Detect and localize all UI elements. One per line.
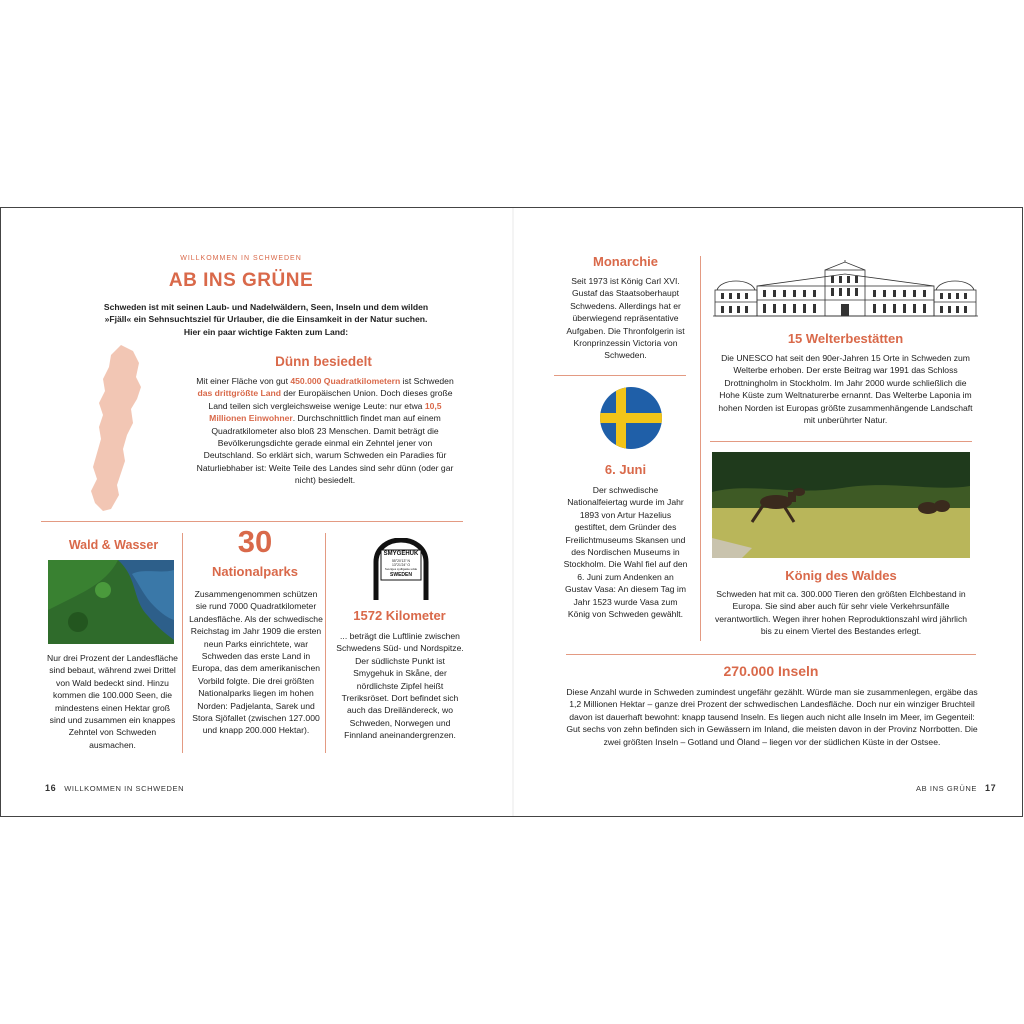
- koenig-heading: König des Waldes: [785, 568, 897, 583]
- duenn-body: Mit einer Fläche von gut 450.000 Quadratkilometern ist Schweden das drittgrößte Land der Europäischen Union. Doch dieses große Land teilen sich vergleichsweise wenige Leute: nur etwa 10,5 Millionen Einwohner. Durchschnittlich findet man auf einem Quadratkilometer also bloß 23 Menschen. Damit beträgt die Bevölkerungsdichte gerade einmal ein Zehntel jener von Deutschland. So erklärt sich, warum Schweden ein Paradies für Naturliebhaber ist: Weite Teile des Landes sind sehr dünn (oder gar nicht) besiedelt.: [196, 376, 454, 486]
- intro-text: Schweden ist mit seinen Laub- und Nadelwäldern, Seen, Inseln und dem wilden »Fjäll« ein Sehnsuchtsziel für Urlauber, die die Einsamkeit in der Natur suchen. Hier ein paar wichtige Fakten zum Land:: [103, 302, 429, 337]
- inseln-heading: 270.000 Inseln: [723, 663, 819, 679]
- divider: [41, 521, 463, 522]
- wald-body: Nur drei Prozent der Landesfläche sind bebaut, während zwei Drittel von Wald bedeckt sind. Hinzu kommen die 100.000 Seen, die mindestens einen Hektar groß sind und zusammen ein knappes Zehntel von Schweden ausmachen.: [47, 653, 178, 750]
- parks-body: Zusammengenommen schützen sie rund 7000 Quadratkilometer Landesfläche. Als der schwedische Reichstag im Jahr 1909 die ersten neun Parks einrichtete, war Schweden das erste Land in Europa, das dem amerikanischen Vorbild folgte. Die drei größten Nationalparks liegen im hohen Norden: Padjelanta, Sarek und Stora Sjöfallet (zwischen 127.000 und knapp 200.000 Hektar).: [189, 589, 323, 736]
- km-body: ... beträgt die Luftlinie zwischen Schwedens Süd- und Nordspitze. Der südlichste Punkt ist Smygehuk in Skåne, der nördlichste Zipfel heißt Treriksröset. Dort befindet sich auch das Dreiländereck, wo Schweden, Norwegen und Finnland aneinandergrenzen.: [336, 631, 464, 741]
- parks-number: 30: [237, 524, 273, 559]
- duenn-heading: Dünn besiedelt: [275, 354, 372, 369]
- welterbe-body: Die UNESCO hat seit den 90er-Jahren 15 Orte in Schweden zum Welterbe erhoben. Der erste Beitrag war 1991 das Schloss Drottningholm in Stockholm. Im Jahr 2000 wurde schließlich die Hohe Küste zum Weltnaturerbe ernannt. Das Welterbe Laponia im hohen Norden ist Europas größte zusammenhängende Landschaft mit unberührter Natur.: [718, 353, 973, 426]
- juni-heading: 6. Juni: [604, 462, 647, 477]
- moose-photo: [712, 452, 970, 558]
- gutter: [512, 208, 514, 816]
- juni-body: Der schwedische Nationalfeiertag wurde im Jahr 1893 von Artur Hazelius gestiftet, dem Gründer des Freilichtmuseums Skansen und des Nordischen Museums in Stockholm. Die Wahl fiel auf den 6. Juni zum Andenken an Gustav Vasa: An diesem Tag im Jahr 1523 wurde Vasa zum König von Schweden gewählt.: [563, 485, 688, 620]
- book-spread: [0, 207, 1023, 817]
- palace-drawing-icon: [713, 260, 978, 318]
- divider: [566, 654, 976, 655]
- folio-left: 16 WILLKOMMEN IN SCHWEDEN: [45, 783, 185, 793]
- km-heading: 1572 Kilometer: [353, 608, 446, 623]
- sign-title: SMYGEHUK: [383, 551, 419, 557]
- folio-right: AB INS GRÜNE 17: [916, 783, 997, 793]
- divider: [182, 533, 183, 753]
- sign-line2: 13°21'24" O: [391, 563, 411, 567]
- forest-lake-photo: [48, 560, 174, 644]
- sweden-map-icon: [81, 343, 151, 513]
- section-label: WILLKOMMEN IN SCHWEDEN: [180, 255, 302, 262]
- swedish-flag-icon: [599, 386, 663, 450]
- wald-heading: Wald & Wasser: [68, 538, 159, 552]
- koenig-body: Schweden hat mit ca. 300.000 Tieren den größten Elchbestand in Europa. Sie sind aber auch für sehr viele Verkehrsunfälle verantwortlich. Wegen ihrer hohen Reproduktionszahl wird jährlich bis zu einem Viertel des Bestandes erlegt.: [714, 589, 968, 637]
- monarchie-heading: Monarchie: [592, 254, 658, 269]
- inseln-body: Diese Anzahl wurde in Schweden zumindest ungefähr gezählt. Würde man sie zusammenlegen, ergäbe das 1,2 Millionen Hektar – ganze drei Prozent der schwedischen Landesfläche. Doch nur ein winziger Bruchteil davon ist dauerhaft bewohnt: knapp tausend Inseln. Es liegen auch nicht alle Inseln im Meer, im Gegenteil: Gut sechs von zehn befinden sich in Gewässern im Inland, die meisten davon in der Provinz Norrbotten. Die zwei größten Inseln – Gotland und Öland – liegen vor der südlichen Küste in der Ostsee.: [566, 687, 978, 747]
- divider: [554, 375, 686, 376]
- divider: [325, 533, 326, 753]
- divider: [700, 256, 701, 641]
- sign-line3: Sveriges sydligaste udde: [384, 567, 418, 571]
- page-title: AB INS GRÜNE: [168, 270, 314, 291]
- sign-country: SWEDEN: [390, 572, 412, 578]
- parks-heading: Nationalparks: [212, 564, 298, 579]
- monarchie-body: Seit 1973 ist König Carl XVI. Gustaf das Staatsoberhaupt Schwedens. Allerdings hat er überwiegend repräsentative Aufgaben. Die Thronfolgerin ist Kronprinzessin Victoria von Schweden.: [566, 276, 685, 361]
- sign-line1: 55°20'13" N: [392, 559, 410, 563]
- welterbe-heading: 15 Welterbestätten: [787, 331, 904, 346]
- divider: [710, 441, 972, 442]
- road-sign-photo: [370, 538, 432, 600]
